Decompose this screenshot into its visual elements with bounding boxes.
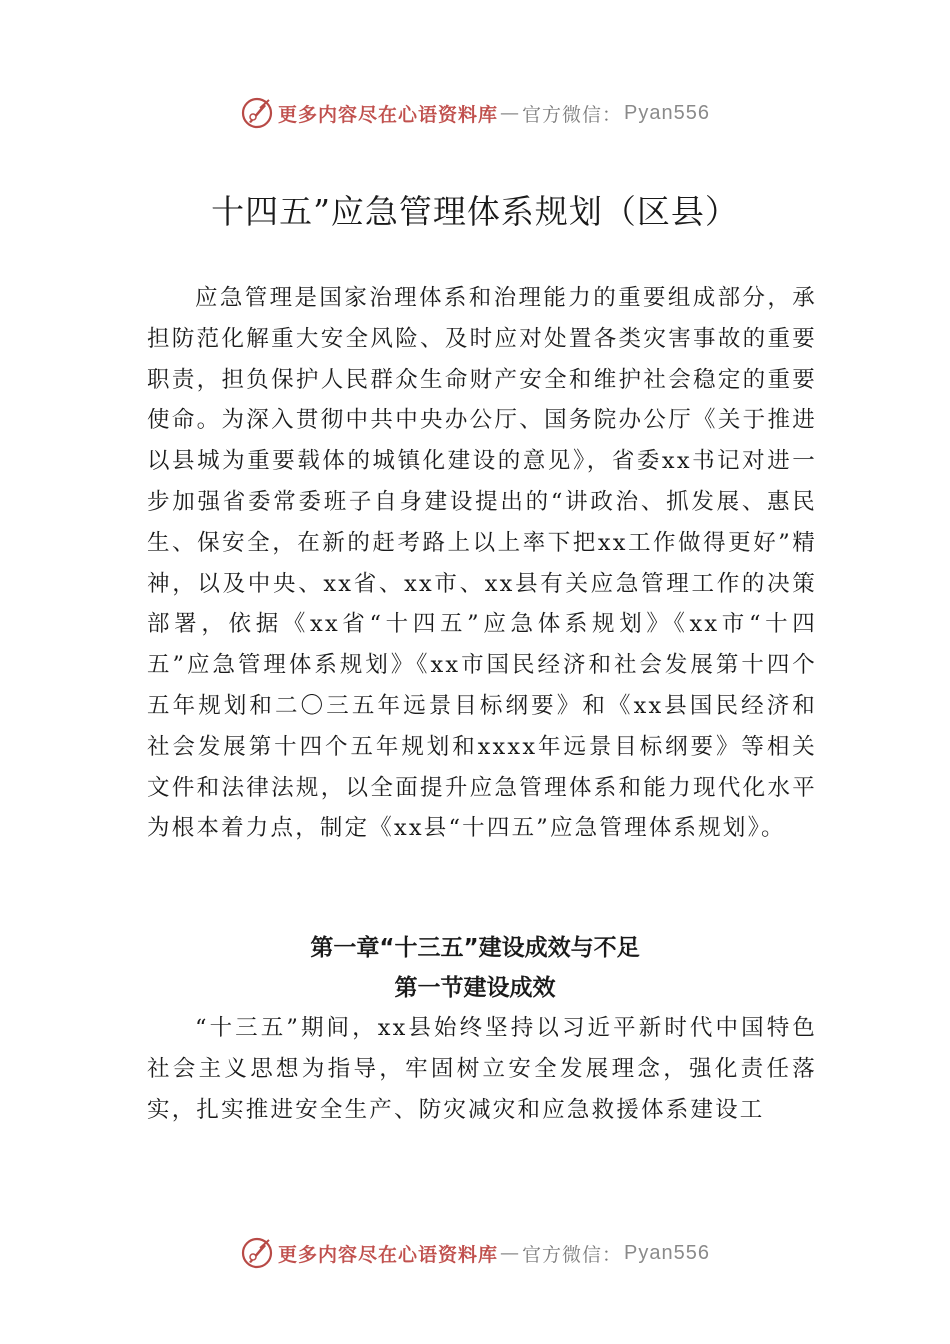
section-paragraph: “十三五”期间，xx县始终坚持以习近平新时代中国特色社会主义思想为指导，牢固树立安全发展理念，强化责任落实，扎实推进安全生产、防灾减灾和应急救援体系建设工 [147, 1015, 817, 1123]
watermark-main-text: 更多内容尽在心语资料库 [278, 1243, 499, 1266]
section-heading: 第一节建设成效 [394, 975, 556, 1001]
watermark-wechat-label: 官方微信： [522, 103, 623, 126]
header-watermark [0, 93, 950, 133]
chapter-heading: 第一章“十三五”建设成效与不足 [310, 935, 640, 961]
quill-logo-icon [240, 1236, 274, 1270]
document-title: 十四五”应急管理体系规划（区县） [211, 192, 739, 231]
quill-logo-icon [240, 96, 274, 130]
watermark-wechat-id: Pyan556 [624, 101, 710, 124]
watermark-wechat-id: Pyan556 [624, 1241, 710, 1264]
watermark-dash: — [500, 102, 521, 124]
watermark-wechat-label: 官方微信： [522, 1243, 623, 1266]
watermark-main-text: 更多内容尽在心语资料库 [278, 103, 499, 126]
watermark-dash: — [500, 1242, 521, 1264]
intro-paragraph: 应急管理是国家治理体系和治理能力的重要组成部分，承担防范化解重大安全风险、及时应对处置各类灾害事故的重要职责，担负保护人民群众生命财产安全和维护社会稳定的重要使命。为深入贯彻中共中央办公厅、国务院办公厅《关于推进以县城为重要载体的城镇化建设的意见》，省委xx书记对进一步加强省委常委班子自身建设提出的“讲政治、抓发展、惠民生、保安全，在新的赶考路上以上率下把xx工作做得更好”精神，以及中央、xx省、xx市、xx县有关应急管理工作的决策部署，依据《xx省“十四五”应急体系规划》《xx市“十四五”应急管理体系规划》《xx市国民经济和社会发展第十四个五年规划和二〇三五年远景目标纲要》和《xx县国民经济和社会发展第十四个五年规划和xxxx年远景目标纲要》等相关文件和法律法规，以全面提升应急管理体系和能力现代化水平为根本着力点，制定《xx县“十四五”应急管理体系规划》。 [147, 285, 817, 842]
footer-watermark [0, 1233, 950, 1273]
